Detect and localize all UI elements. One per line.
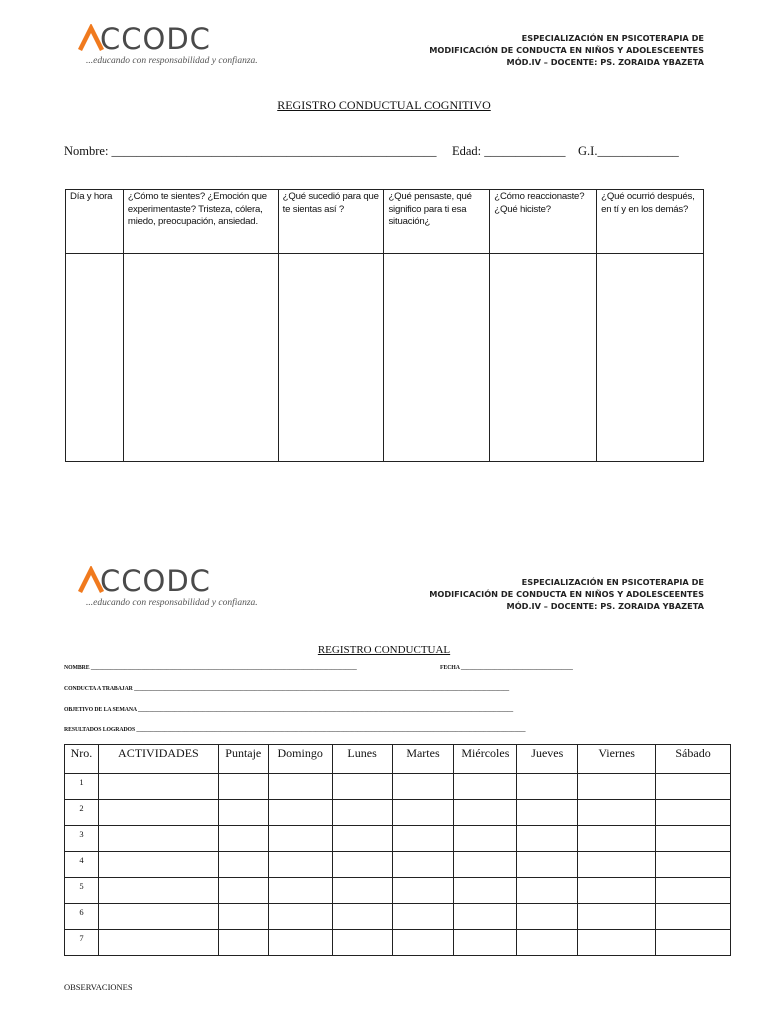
table-row — [65, 774, 731, 800]
cell-day[interactable] — [578, 852, 656, 878]
logo-wordmark: CCODC — [100, 564, 211, 598]
nombre-field-2[interactable]: NOMBRE _______________________________________________________________________________________________ — [64, 665, 357, 671]
observaciones-label: OBSERVACIONES — [64, 982, 133, 992]
cell-day[interactable] — [578, 826, 656, 852]
row-number: 7 — [65, 930, 99, 956]
institution-header-2 — [384, 576, 704, 612]
table-row — [65, 930, 731, 956]
header-line-3: MÓD.IV – DOCENTE: PS. ZORAIDA YBAZETA — [506, 601, 704, 611]
cell-day[interactable] — [268, 852, 332, 878]
cell-day[interactable] — [268, 774, 332, 800]
col-puntaje: Puntaje — [218, 745, 268, 774]
col-como-reaccionaste: ¿Cómo reaccionaste? ¿Qué hiciste? — [490, 190, 597, 254]
cell-actividad[interactable] — [98, 904, 218, 930]
cell-day[interactable] — [656, 826, 731, 852]
gi-field[interactable]: G.I._____________ — [578, 144, 679, 158]
cell-day[interactable] — [656, 774, 731, 800]
table-row — [66, 254, 704, 462]
row-number: 6 — [65, 904, 99, 930]
cell-dia-hora[interactable] — [66, 254, 124, 462]
institution-header — [384, 32, 704, 68]
cell-day[interactable] — [218, 904, 268, 930]
cell-day[interactable] — [392, 904, 454, 930]
col-domingo: Domingo — [268, 745, 332, 774]
cell-day[interactable] — [332, 826, 392, 852]
cell-que-pensaste[interactable] — [384, 254, 490, 462]
nombre-field[interactable]: Nombre: ____________________________________________________ — [64, 144, 437, 158]
col-sabado: Sábado — [656, 745, 731, 774]
logo-tagline: ...educando con responsabilidad y confianza. — [86, 56, 258, 66]
cell-day[interactable] — [268, 904, 332, 930]
col-que-ocurrio: ¿Qué ocurrió después, en tí y en los demás? — [597, 190, 704, 254]
cell-day[interactable] — [517, 774, 578, 800]
col-dia-hora: Día y hora — [66, 190, 124, 254]
cell-que-sucedio[interactable] — [278, 254, 384, 462]
cell-day[interactable] — [656, 904, 731, 930]
header-line-1: ESPECIALIZACIÓN EN PSICOTERAPIA DE — [521, 577, 704, 587]
cell-day[interactable] — [332, 774, 392, 800]
cell-day[interactable] — [218, 852, 268, 878]
logo-tagline: ...educando con responsabilidad y confianza. — [86, 598, 258, 608]
cell-day[interactable] — [392, 826, 454, 852]
row-number: 4 — [65, 852, 99, 878]
table-header-row — [66, 190, 704, 254]
cell-day[interactable] — [392, 774, 454, 800]
cell-day[interactable] — [517, 878, 578, 904]
accodc-logo-2 — [78, 564, 258, 614]
cell-actividad[interactable] — [98, 800, 218, 826]
cell-day[interactable] — [218, 878, 268, 904]
cell-day[interactable] — [454, 826, 517, 852]
cell-day[interactable] — [392, 930, 454, 956]
accodc-logo — [78, 22, 258, 72]
cell-day[interactable] — [332, 800, 392, 826]
col-que-pensaste: ¿Qué pensaste, qué significo para ti esa situación¿ — [384, 190, 490, 254]
row-number: 2 — [65, 800, 99, 826]
header-line-2: MODIFICACIÓN DE CONDUCTA EN NIÑOS Y ADOLESCEENTES — [429, 45, 704, 55]
col-como-te-sientes: ¿Cómo te sientes? ¿Emoción que experimentaste? Tristeza, cólera, miedo, preocupación, ansiedad. — [123, 190, 278, 254]
cell-day[interactable] — [392, 800, 454, 826]
cell-day[interactable] — [332, 904, 392, 930]
cell-day[interactable] — [656, 800, 731, 826]
col-nro: Nro. — [65, 745, 99, 774]
col-miercoles: Miércoles — [454, 745, 517, 774]
cell-day[interactable] — [578, 878, 656, 904]
table-row — [65, 852, 731, 878]
cell-day[interactable] — [332, 878, 392, 904]
cell-day[interactable] — [578, 930, 656, 956]
col-actividades: ACTIVIDADES — [98, 745, 218, 774]
cell-day[interactable] — [517, 852, 578, 878]
cell-day[interactable] — [268, 878, 332, 904]
edad-field[interactable]: Edad: _____________ — [452, 144, 566, 158]
objetivo-field[interactable]: OBJETIVO DE LA SEMANA ______________________________________________________________________________________________________________________________________ — [64, 707, 514, 713]
row-number: 3 — [65, 826, 99, 852]
cell-day[interactable] — [656, 930, 731, 956]
cell-day[interactable] — [218, 774, 268, 800]
cell-day[interactable] — [332, 852, 392, 878]
weekly-activities-table — [64, 744, 731, 956]
resultados-field[interactable]: RESULTADOS LOGRADOS ___________________________________________________________________________________________________________________________________________ — [64, 727, 526, 733]
cell-day[interactable] — [268, 826, 332, 852]
row-number: 5 — [65, 878, 99, 904]
header-line-1: ESPECIALIZACIÓN EN PSICOTERAPIA DE — [521, 33, 704, 43]
cell-actividad[interactable] — [98, 826, 218, 852]
cell-day[interactable] — [656, 878, 731, 904]
cell-day[interactable] — [454, 930, 517, 956]
cell-day[interactable] — [517, 930, 578, 956]
cell-day[interactable] — [578, 800, 656, 826]
cell-actividad[interactable] — [98, 930, 218, 956]
table-row — [65, 904, 731, 930]
cell-day[interactable] — [454, 904, 517, 930]
cell-day[interactable] — [454, 852, 517, 878]
cell-actividad[interactable] — [98, 852, 218, 878]
row-number: 1 — [65, 774, 99, 800]
cell-day[interactable] — [517, 826, 578, 852]
conducta-field[interactable]: CONDUCTA A TRABAJAR ______________________________________________________________________________________________________________________________________ — [64, 686, 510, 692]
table-header-row — [65, 745, 731, 774]
cell-day[interactable] — [517, 800, 578, 826]
header-line-3: MÓD.IV – DOCENTE: PS. ZORAIDA YBAZETA — [506, 57, 704, 67]
cell-day[interactable] — [268, 930, 332, 956]
cell-day[interactable] — [454, 774, 517, 800]
col-jueves: Jueves — [517, 745, 578, 774]
logo-wordmark: CCODC — [100, 22, 211, 56]
cell-actividad[interactable] — [98, 878, 218, 904]
table-row — [65, 826, 731, 852]
cognitive-record-table — [65, 189, 704, 462]
fecha-field[interactable]: FECHA ________________________________________ — [440, 665, 573, 671]
cell-day[interactable] — [454, 878, 517, 904]
page-title-cognitivo: REGISTRO CONDUCTUAL COGNITIVO — [277, 98, 491, 112]
col-lunes: Lunes — [332, 745, 392, 774]
cell-day[interactable] — [656, 852, 731, 878]
cell-day[interactable] — [332, 930, 392, 956]
col-martes: Martes — [392, 745, 454, 774]
cell-day[interactable] — [454, 800, 517, 826]
cell-como-te-sientes[interactable] — [123, 254, 278, 462]
table-row — [65, 878, 731, 904]
cell-day[interactable] — [578, 904, 656, 930]
cell-day[interactable] — [517, 904, 578, 930]
cell-actividad[interactable] — [98, 774, 218, 800]
cell-day[interactable] — [218, 826, 268, 852]
header-line-2: MODIFICACIÓN DE CONDUCTA EN NIÑOS Y ADOLESCEENTES — [429, 589, 704, 599]
cell-day[interactable] — [392, 878, 454, 904]
col-viernes: Viernes — [578, 745, 656, 774]
cell-que-ocurrio[interactable] — [597, 254, 704, 462]
page-title-conductual: REGISTRO CONDUCTUAL — [317, 644, 451, 656]
cell-como-reaccionaste[interactable] — [490, 254, 597, 462]
cell-day[interactable] — [218, 930, 268, 956]
table-row — [65, 800, 731, 826]
cell-day[interactable] — [392, 852, 454, 878]
cell-day[interactable] — [218, 800, 268, 826]
cell-day[interactable] — [268, 800, 332, 826]
col-que-sucedio: ¿Qué sucedió para que te sientas así ? — [278, 190, 384, 254]
cell-day[interactable] — [578, 774, 656, 800]
